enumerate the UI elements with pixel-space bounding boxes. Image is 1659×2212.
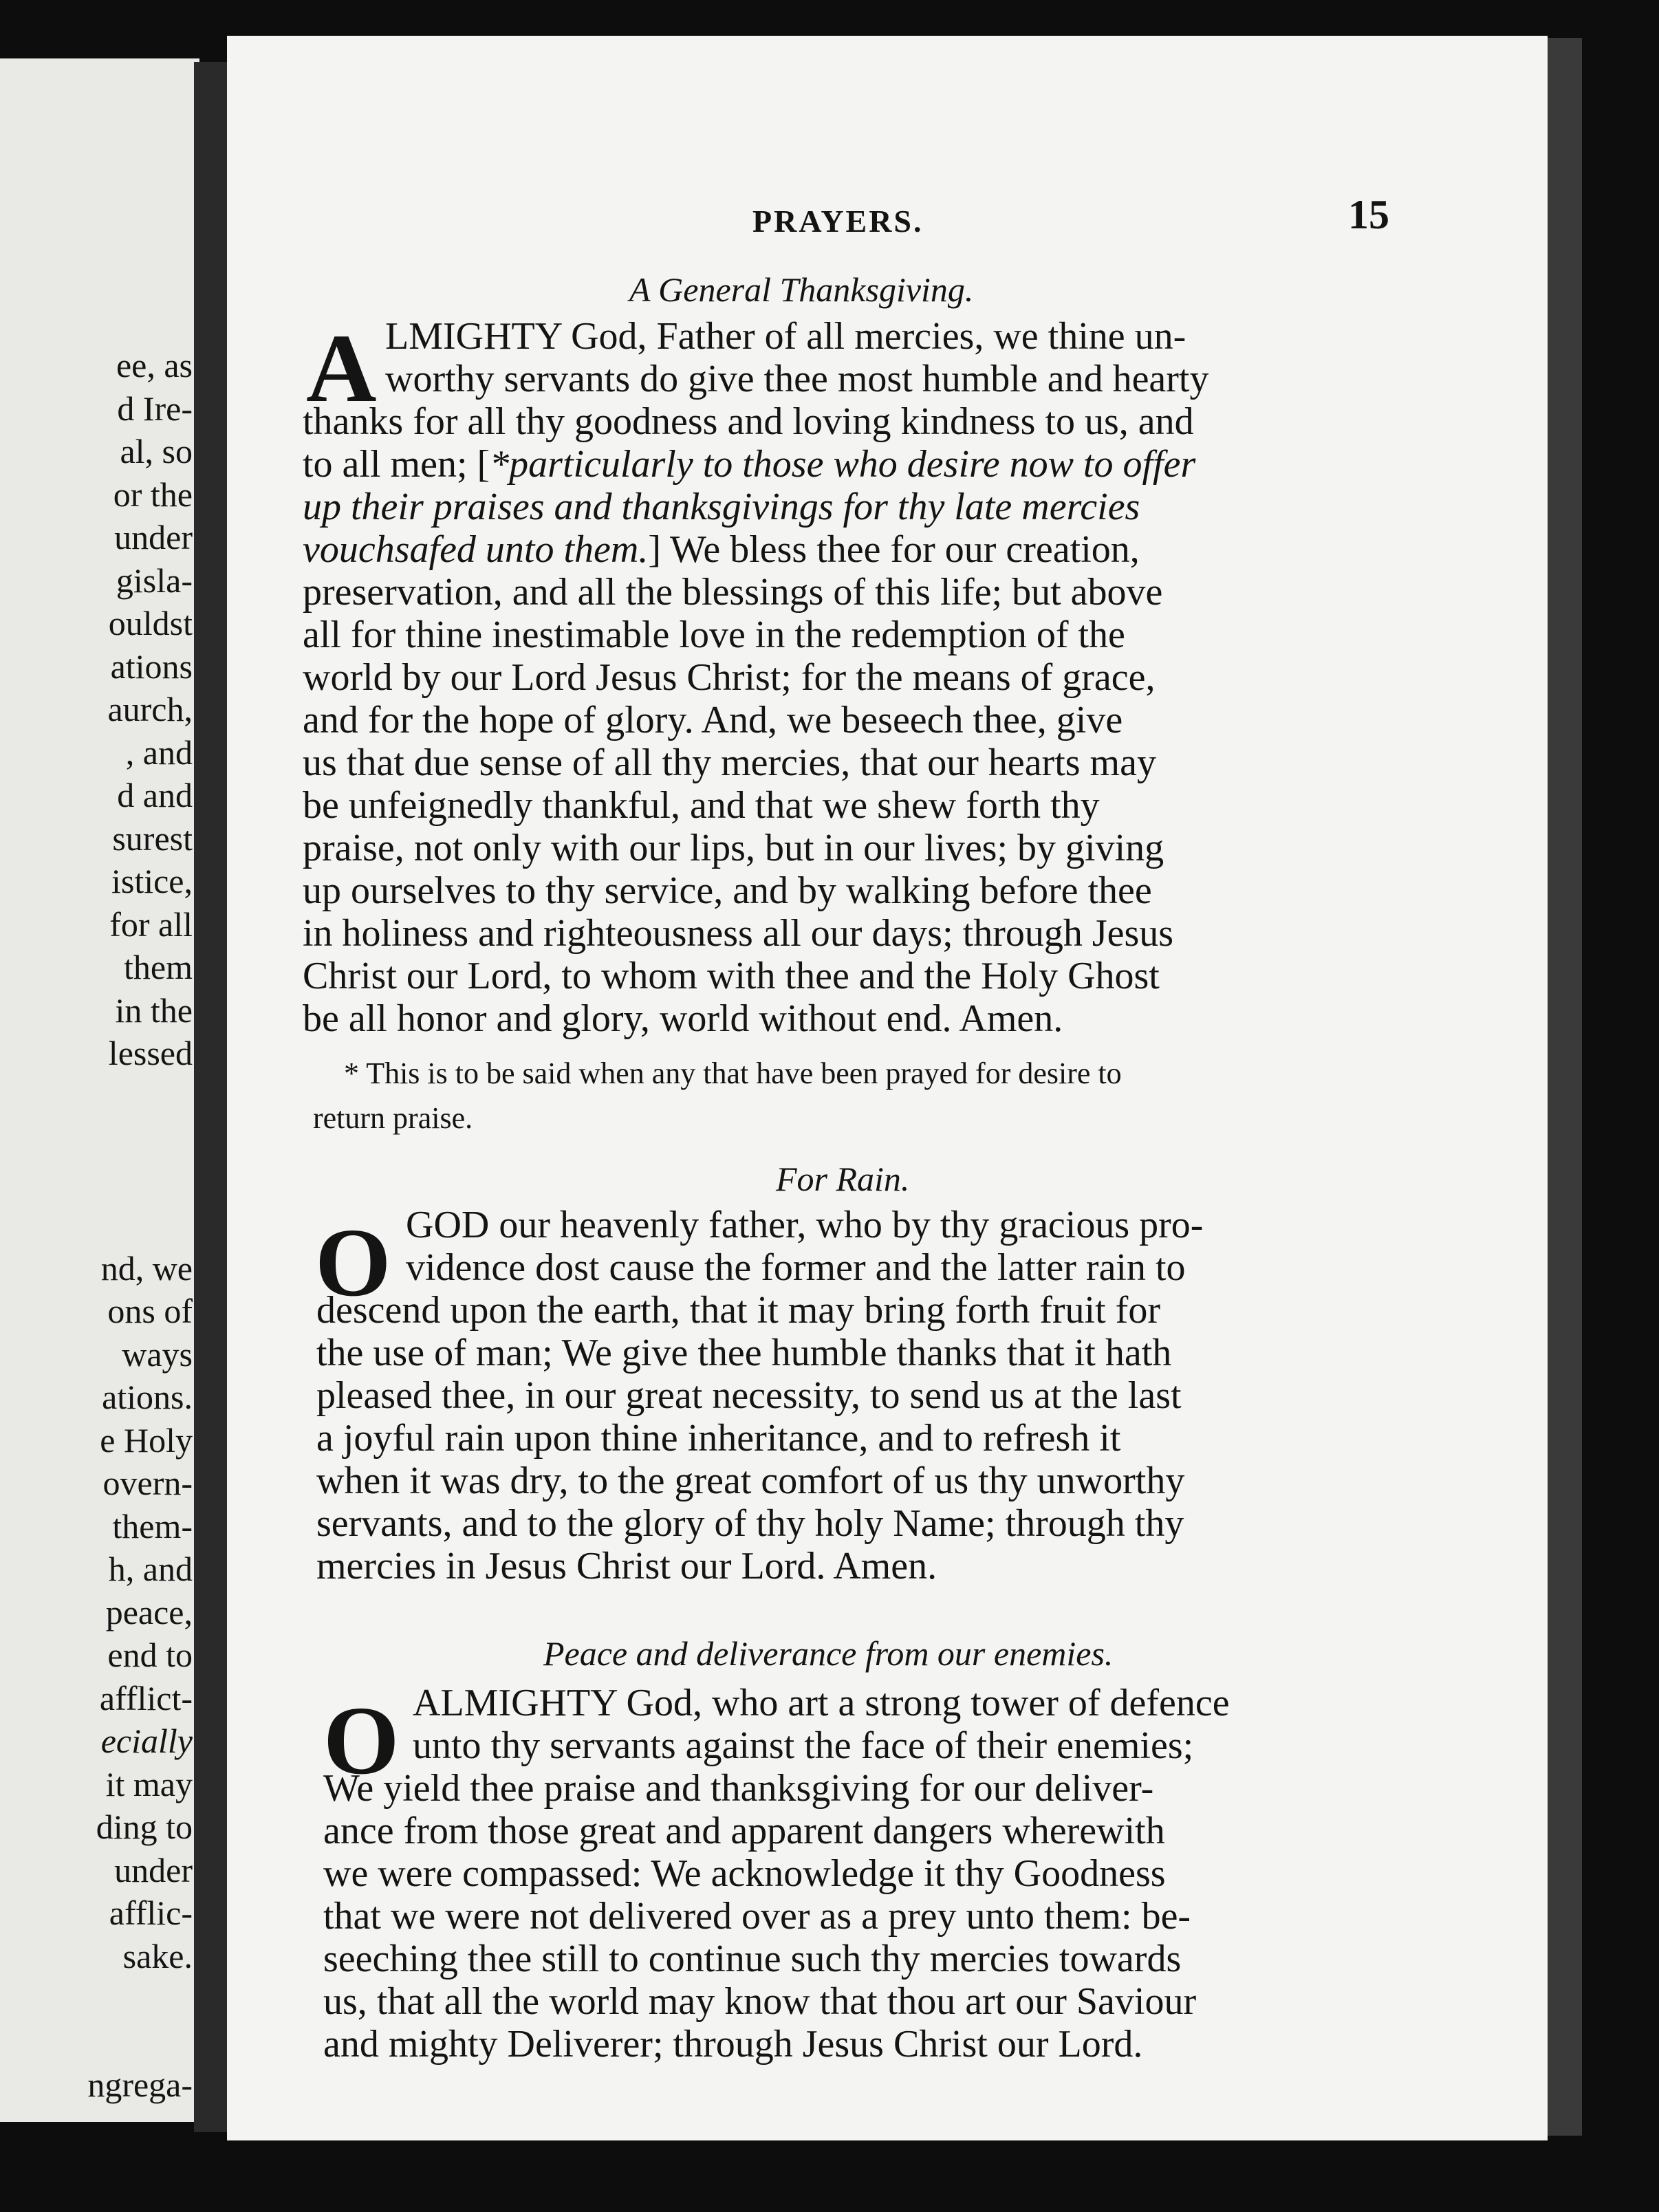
body-line: unto thy servants against the face of their enemies; xyxy=(413,1724,1194,1767)
left-page-line: ngrega- xyxy=(87,2065,193,2104)
section-title-peace: Peace and deliverance from our enemies. xyxy=(543,1634,1114,1673)
body-line: us that due sense of all thy mercies, that our hearts may xyxy=(303,741,1156,784)
left-page-line: ee, as xyxy=(116,346,193,384)
dropcap-a: A xyxy=(306,314,377,422)
left-page-line: ons of xyxy=(107,1292,193,1330)
body-line: us, that all the world may know that thou art our Saviour xyxy=(323,1980,1197,2023)
left-page-line: ecially xyxy=(100,1722,193,1760)
body-line: up ourselves to thy service, and by walking before thee xyxy=(303,869,1152,912)
left-page xyxy=(0,58,199,2122)
left-page-line: in the xyxy=(115,990,193,1030)
left-page-line: gisla- xyxy=(116,561,193,600)
page-number: 15 xyxy=(1348,192,1389,237)
body-line: in holiness and righteousness all our days; through Jesus xyxy=(303,912,1174,955)
left-page-line: them xyxy=(124,948,193,986)
left-page-line: end to xyxy=(107,1636,193,1674)
left-page-line: afflic- xyxy=(109,1894,193,1932)
body-line: when it was dry, to the great comfort of us thy unworthy xyxy=(316,1460,1185,1502)
left-page-line: ouldst xyxy=(108,604,193,642)
body-line: thanks for all thy goodness and loving kindness to us, and xyxy=(303,400,1194,443)
left-page-line: h, and xyxy=(108,1550,193,1588)
body-line: LMIGHTY God, Father of all mercies, we thine un- xyxy=(385,315,1186,358)
left-page-line: under xyxy=(114,518,193,556)
left-page-line: peace, xyxy=(105,1592,193,1631)
left-page-line: sake. xyxy=(122,1936,193,1975)
body-line: all for thine inestimable love in the redemption of the xyxy=(303,614,1125,656)
left-page-line: under xyxy=(114,1850,193,1889)
body-line: we were compassed: We acknowledge it thy Goodness xyxy=(323,1852,1166,1895)
footnote-line: return praise. xyxy=(313,1101,473,1135)
left-page-line: al, so xyxy=(120,432,193,470)
body-line: ALMIGHTY God, who art a strong tower of defence xyxy=(413,1682,1230,1724)
body-line: the use of man; We give thee humble thanks that it hath xyxy=(316,1332,1172,1374)
left-page-line: lessed xyxy=(108,1034,193,1072)
body-line: a joyful rain upon thine inheritance, and to refresh it xyxy=(316,1417,1121,1460)
left-page-line: d and xyxy=(117,776,193,814)
left-page-line: afflict- xyxy=(99,1678,193,1717)
body-line: worthy servants do give thee most humble and hearty xyxy=(385,358,1209,400)
body-line: descend upon the earth, that it may bring forth fruit for xyxy=(316,1289,1160,1332)
body-line: be unfeignedly thankful, and that we shew forth thy xyxy=(303,784,1100,827)
left-page-line: it may xyxy=(105,1764,193,1803)
left-page-line: surest xyxy=(112,818,193,858)
body-line: to all men; [*particularly to those who desire now to offer xyxy=(303,443,1196,486)
body-line: Christ our Lord, to whom with thee and the Holy Ghost xyxy=(303,955,1160,997)
body-line: that we were not delivered over as a prey unto them: be- xyxy=(323,1895,1191,1938)
left-page-line: ations xyxy=(110,647,193,686)
body-line: praise, not only with our lips, but in our lives; by giving xyxy=(303,827,1164,869)
left-page-line: , and xyxy=(125,733,193,772)
section-title-thanksgiving: A General Thanksgiving. xyxy=(629,270,974,309)
section-title-rain: For Rain. xyxy=(776,1160,910,1198)
footnote-line: * This is to be said when any that have been prayed for desire to xyxy=(344,1056,1122,1090)
body-line: and for the hope of glory. And, we beseech thee, give xyxy=(303,699,1123,741)
body-line: be all honor and glory, world without end. Amen. xyxy=(303,997,1063,1040)
body-line: world by our Lord Jesus Christ; for the means of grace, xyxy=(303,656,1156,699)
left-page-line: ding to xyxy=(96,1808,193,1846)
body-line: mercies in Jesus Christ our Lord. Amen. xyxy=(316,1545,937,1587)
body-line: ance from those great and apparent dangers wherewith xyxy=(323,1810,1165,1852)
body-line: seeching thee still to continue such thy mercies towards xyxy=(323,1938,1182,1980)
body-line: pleased thee, in our great necessity, to send us at the last xyxy=(316,1374,1182,1417)
left-page-line: d Ire- xyxy=(117,389,193,428)
left-page-line: or the xyxy=(113,475,193,514)
body-line: up their praises and thanksgivings for thy late mercies xyxy=(303,486,1140,528)
body-line: We yield thee praise and thanksgiving for our deliver- xyxy=(323,1767,1154,1810)
body-line: and mighty Deliverer; through Jesus Christ our Lord. xyxy=(323,2023,1143,2065)
left-page-line: ways xyxy=(122,1334,193,1374)
dropcap-o: O xyxy=(315,1208,391,1316)
left-page-line: aurch, xyxy=(107,690,193,728)
body-line: servants, and to the glory of thy holy Name; through thy xyxy=(316,1502,1184,1545)
page-edge xyxy=(1548,38,1582,2136)
left-page-line: overn- xyxy=(102,1464,193,1502)
body-line: vidence dost cause the former and the latter rain to xyxy=(406,1246,1186,1289)
body-line: preservation, and all the blessings of this life; but above xyxy=(303,571,1163,614)
left-page-line: istice, xyxy=(111,862,193,900)
left-page-line: ations. xyxy=(102,1378,193,1416)
left-page-line: e Holy xyxy=(100,1420,193,1460)
dropcap-o: O xyxy=(323,1686,400,1794)
left-page-line: nd, we xyxy=(100,1248,193,1288)
left-page-line: them- xyxy=(112,1506,193,1546)
body-line: vouchsafed unto them.] We bless thee for our creation, xyxy=(303,528,1140,571)
body-line: GOD our heavenly father, who by thy gracious pro- xyxy=(406,1204,1204,1246)
running-header: PRAYERS. xyxy=(752,204,924,239)
left-page-line: for all xyxy=(109,904,193,944)
